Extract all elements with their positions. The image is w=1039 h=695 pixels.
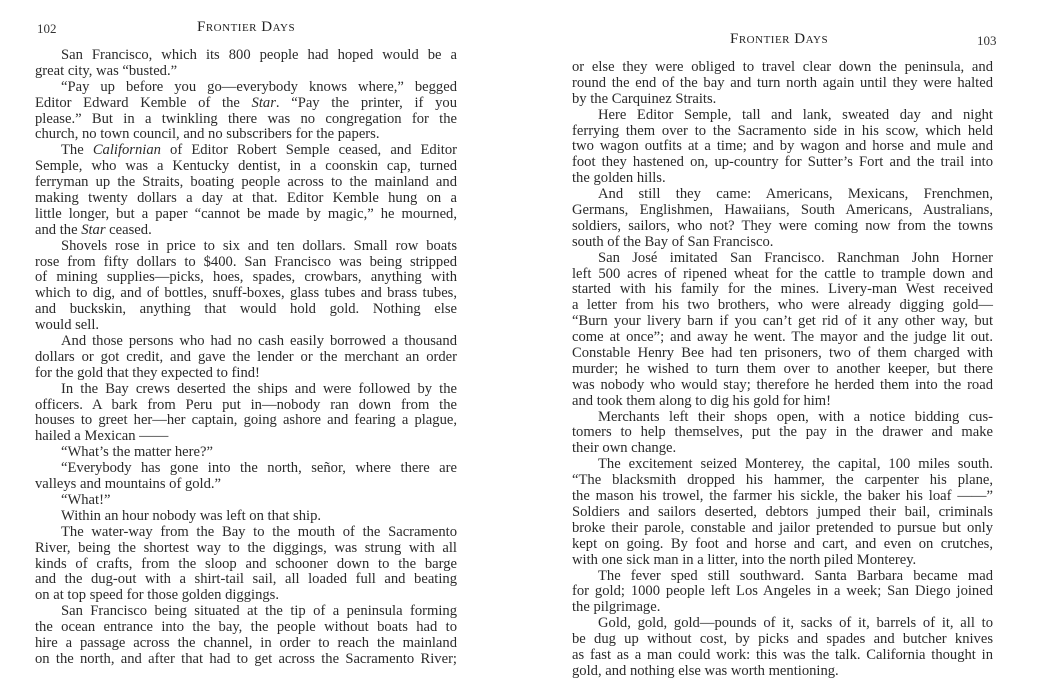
text-line: The fever sped still southward. Santa Barbara became mad (598, 567, 993, 584)
text-line: ferryman up the Straits, boating people across to the mainland and (35, 174, 457, 191)
text-line: Soldiers and sailors deserted, debtors jumped their bail, criminals (572, 503, 993, 520)
text-line: houses to greet her—her captain, going ashore and fearing a plague, (35, 412, 457, 429)
text-line: and took them along to dig his gold for him! (572, 392, 832, 409)
text-line: “The blacksmith dropped his hammer, the carpenter his plane, (572, 472, 993, 489)
text-line: round the end of the bay and turn north again until they were halted (572, 74, 993, 91)
text-line: foot they hastened on, up-country for Sutter’s Fort and the trail into (572, 154, 993, 171)
text-line: south of the Bay of San Francisco. (572, 233, 774, 250)
text-line: officers. A bark from Peru put in—nobody ran down from the (35, 396, 457, 413)
text-line: great city, was “busted.” (35, 62, 178, 79)
text-line: broke their parole, constable and jailor pretended to pursue but only (572, 519, 993, 536)
text-line: The Californian of Editor Robert Semple ceased, and Editor (61, 142, 457, 159)
text-line: “Everybody has gone into the north, señor, where there are (61, 460, 457, 477)
text-line: the pilgrimage. (572, 599, 661, 616)
text-line: or else they were obliged to travel clear down the peninsula, and (572, 59, 993, 75)
text-line: Merchants left their shops open, with a notice bidding cus- (598, 408, 993, 425)
page-number: 103 (977, 33, 997, 48)
text-line: started with his family for the mines. Livery-man West received (572, 281, 993, 298)
text-line: their own change. (572, 440, 677, 457)
running-head: Frontier Days (197, 19, 296, 35)
text-line: Gold, gold, gold—pounds of it, sacks of it, barrels of it, all to (598, 615, 993, 632)
text-line: “Pay up before you go—everybody knows where,” begged (61, 78, 457, 95)
right-page (520, 0, 1039, 695)
text-line: ferrying them over to the Sacramento side in his scow, which held (572, 122, 993, 139)
text-line: rose from fifty dollars to $400. San Francisco was being stripped (35, 253, 457, 270)
text-line: with one sick man in a litter, into the north piled Monterey. (572, 551, 917, 568)
text-line: Shovels rose in price to six and ten dollars. Small row boats (61, 237, 457, 254)
text-line: gold, and nothing else was worth mentioning. (572, 662, 839, 679)
text-line: by the Carquinez Straits. (572, 90, 717, 107)
text-line: on the north, and after that had to get across the Sacramento River; (35, 650, 457, 667)
text-line: Here Editor Semple, tall and lank, sweated day and night (598, 106, 993, 123)
text-line: the golden hills. (572, 170, 666, 187)
text-line: tomers to help themselves, put the pay in the drawer and make (572, 424, 993, 441)
text-line: hailed a Mexican —— (35, 428, 169, 445)
text-line: “What!” (61, 491, 111, 508)
text-line: as fast as a man could work: this was the talk. California thought in (572, 646, 993, 663)
text-line: kinds of crafts, from the sloop and schooner down to the barge (35, 555, 457, 572)
text-line: Editor Edward Kemble of the Star. “Pay the printer, if you (35, 94, 457, 111)
text-line: The excitement seized Monterey, the capital, 100 miles south. (598, 456, 993, 473)
text-line: church, no town council, and no subscribers for the papers. (35, 126, 380, 143)
text-line: come at once”; and away he went. The mayor and the judge lit out. (572, 329, 993, 346)
text-line: murder; he wished to turn them over to another keeper, but there (572, 360, 993, 377)
text-line: was nobody who would stay; therefore he herded them into the road (572, 376, 993, 393)
text-line: soldiers, sailors, who not? They were coming now from the towns (572, 217, 993, 234)
text-line: for the gold that they expected to find! (35, 364, 260, 381)
text-line: “What’s the matter here?” (61, 444, 213, 461)
running-head: Frontier Days (730, 31, 829, 47)
text-line: and buckskin, anything that would hold gold. Nothing else (35, 301, 457, 318)
text-line: River, being the shortest way to the diggings, was strung with all (35, 539, 457, 556)
text-line: “Burn your livery barn if you can’t get rid of it any other way, but (572, 313, 993, 330)
text-line: Constable Henry Bee had ten prisoners, two of them charged with (572, 345, 993, 362)
text-line: hire a passage across the channel, in order to reach the mainland (35, 634, 457, 651)
text-line: And still they came: Americans, Mexicans, Frenchmen, (598, 186, 993, 203)
text-line: be dug up without cost, by picks and spades and butcher knives (572, 631, 993, 648)
text-line: dollars or got credit, and gave the lender or the merchant an order (35, 348, 457, 365)
text-line: valleys and mountains of gold.” (35, 476, 222, 493)
text-line: left 500 acres of ripened wheat for the cattle to trample down and (572, 265, 993, 282)
text-line: And those persons who had no cash easily borrowed a thousand (61, 333, 457, 350)
body-text (35, 48, 457, 668)
text-line: making twenty dollars a day at that. Editor Kemble hung on a (35, 190, 457, 207)
text-line: Semple, who was a Kentucky dentist, in a coonskin cap, turned (35, 158, 457, 175)
text-line: kept on going. By foot and horse and cart, and even on crutches, (572, 535, 993, 552)
text-line: and the Star ceased. (35, 221, 152, 238)
text-line: San José imitated San Francisco. Ranchman John Horner (598, 249, 993, 266)
text-line: The water-way from the Bay to the mouth of the Sacramento (61, 523, 457, 540)
text-line: the ocean entrance into the bay, the people without boats had to (35, 619, 457, 636)
text-line: please.” But in a twinkling there was no congregation for the (35, 110, 457, 127)
text-line: San Francisco, which its 800 people had hoped would be a (61, 47, 457, 63)
text-line: two wagon outfits at a time; and by wagon and horse and mule and (572, 138, 993, 155)
text-line: Germans, Englishmen, Hawaiians, South Americans, Australians, (572, 202, 993, 219)
text-line: would sell. (35, 317, 100, 334)
text-line: for gold; 1000 people left Los Angeles in a week; San Diego joined (572, 583, 993, 600)
text-line: on at top speed for those golden diggings. (35, 587, 280, 604)
text-line: a letter from his two brothers, who were already digging gold— (572, 297, 993, 314)
text-line: In the Bay crews deserted the ships and were followed by the (61, 380, 457, 397)
text-line: the mason his trowel, the farmer his sickle, the baker his loaf ——” (572, 488, 993, 505)
text-line: and the dug-out with a shirt-tail sail, all loaded full and beating (35, 571, 457, 588)
text-line: of mining supplies—picks, hoes, spades, crowbars, anything with (35, 269, 457, 286)
text-line: little longer, but a paper “cannot be made by magic,” he mourned, (35, 205, 457, 222)
text-line: Within an hour nobody was left on that ship. (61, 507, 322, 524)
page-number: 102 (37, 21, 57, 36)
text-line: San Francisco being situated at the tip of a peninsula forming (61, 603, 457, 620)
body-text (572, 60, 993, 680)
text-line: which to dig, and of bottles, snuff-boxes, glass tubes and brass tubes, (35, 285, 457, 302)
